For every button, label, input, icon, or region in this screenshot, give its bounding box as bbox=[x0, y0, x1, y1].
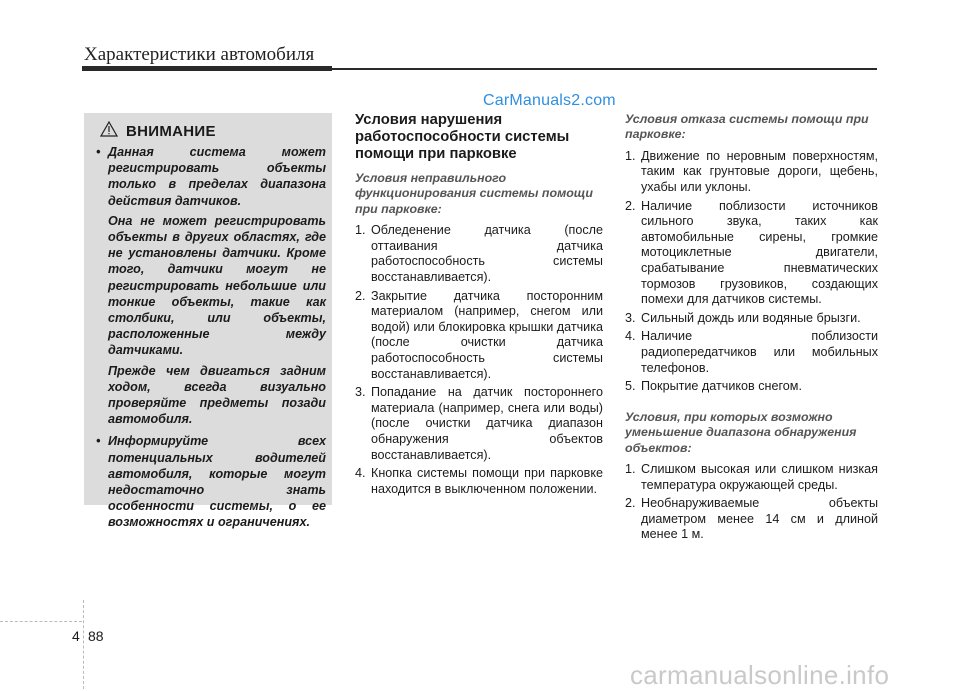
header-rule-thin bbox=[332, 68, 877, 70]
list-item-text: Попадание на датчик постороннего материала (например, снега или воды) (после очистки датчика диапазон обнаружения объектов восстанавливается). bbox=[371, 385, 603, 462]
list-item-number: 1. bbox=[625, 461, 636, 476]
list-item bbox=[625, 199, 878, 308]
list-item bbox=[625, 329, 878, 376]
list-item-text: Покрытие датчиков снегом. bbox=[641, 379, 802, 394]
list-item-number: 5. bbox=[625, 379, 636, 394]
warning-header bbox=[92, 121, 326, 142]
conditions-list bbox=[355, 223, 603, 497]
list-item bbox=[625, 462, 878, 493]
page-section-number: 4 bbox=[72, 628, 80, 644]
warning-box bbox=[84, 113, 332, 530]
list-item bbox=[355, 385, 603, 463]
list-item-number: 3. bbox=[625, 310, 636, 325]
list-item-text: Кнопка системы помощи при парковке находится в выключенном положении. bbox=[371, 466, 603, 496]
watermark-bottom-link[interactable]: carmanualsonline.info bbox=[630, 660, 890, 690]
header-rule-thick bbox=[82, 66, 332, 71]
list-item-text: Сильный дождь или водяные брызги. bbox=[641, 310, 861, 325]
warning-bullet bbox=[92, 144, 326, 209]
list-item-text: Наличие поблизости источников сильного звука, таких как автомобильные сирены, громкие мотоциклетные двигатели, срабатывание пневматических тормозов грузовиков, создающих помехи для датчиков системы. bbox=[641, 198, 878, 307]
warning-bullet bbox=[92, 433, 326, 530]
list-item bbox=[355, 466, 603, 497]
list-item-number: 1. bbox=[625, 148, 636, 163]
list-item-number: 1. bbox=[355, 223, 366, 238]
list-item-text: Наличие поблизости радиопередатчиков или мобильных телефонов. bbox=[641, 329, 878, 375]
list-item-text: Слишком высокая или слишком низкая температура окружающей среды. bbox=[641, 461, 878, 492]
section-subtitle: Условия отказа системы помощи при парковке: bbox=[625, 112, 869, 142]
list-item-number: 2. bbox=[355, 288, 366, 303]
list-item bbox=[355, 289, 603, 383]
middle-column bbox=[355, 112, 603, 500]
warning-triangle-icon bbox=[100, 121, 118, 142]
warning-paragraph: Прежде чем двигаться задним ходом, всегда визуально проверяйте предметы позади автомобиля. bbox=[108, 363, 326, 427]
warning-title: ВНИМАНИЕ bbox=[126, 123, 216, 140]
list-item-number: 4. bbox=[355, 466, 366, 481]
list-item bbox=[625, 311, 878, 327]
warning-bullet-text: Данная система может регистрировать объекты только в пределах диапазона действия датчиков. bbox=[108, 145, 326, 208]
list-item-number: 4. bbox=[625, 329, 636, 344]
list-item bbox=[355, 223, 603, 285]
section-title: Условия нарушения работоспособности системы помощи при парковке bbox=[355, 112, 570, 162]
watermark-top-link[interactable]: CarManuals2.com bbox=[483, 92, 616, 109]
warning-paragraph: Она не может регистрировать объекты в других областях, где не установлены датчики. Кроме того, датчики могут не регистрировать небольшие или тонкие объекты, такие как столбики, или объекты, расположенные между датчиками. bbox=[108, 213, 326, 358]
list-item bbox=[625, 149, 878, 196]
list-item-number: 2. bbox=[625, 198, 636, 213]
right-column bbox=[625, 112, 878, 546]
bullet-dot: • bbox=[96, 434, 101, 449]
failure-list bbox=[625, 149, 878, 395]
list-item-number: 2. bbox=[625, 496, 636, 511]
range-reduction-list bbox=[625, 462, 878, 543]
warning-bullet-text: Информируйте всех потенциальных водителей автомобиля, которые могут недостаточно знать особенности системы, о ее возможностях и ограничениях. bbox=[108, 434, 326, 530]
list-item-text: Закрытие датчика посторонним материалом (например, снегом или водой) или блокировка крышки датчика (после очистки датчика работоспособность системы восстанавливается). bbox=[371, 288, 603, 381]
list-item-number: 3. bbox=[355, 385, 366, 400]
list-item bbox=[625, 496, 878, 543]
footer-vertical-rule bbox=[83, 600, 84, 689]
page-header-title: Характеристики автомобиля bbox=[84, 44, 315, 65]
list-item bbox=[625, 379, 878, 395]
section-subtitle: Условия, при которых возможно уменьшение диапазона обнаружения объектов: bbox=[625, 409, 857, 455]
bullet-dot: • bbox=[96, 145, 101, 159]
page-number: 88 bbox=[88, 628, 104, 644]
list-item-text: Обледенение датчика (после оттаивания датчика работоспособность системы восстанавливается). bbox=[371, 223, 603, 284]
footer-horizontal-rule bbox=[0, 621, 82, 622]
section-subtitle: Условия неправильного функционирования системы помощи при парковке: bbox=[355, 171, 593, 216]
spacer bbox=[625, 398, 878, 410]
list-item-text: Необнаруживаемые объекты диаметром менее 14 см и длиной менее 1 м. bbox=[641, 496, 878, 542]
list-item-text: Движение по неровным поверхностям, таким как грунтовые дороги, щебень, ухабы или уклоны. bbox=[641, 148, 878, 194]
